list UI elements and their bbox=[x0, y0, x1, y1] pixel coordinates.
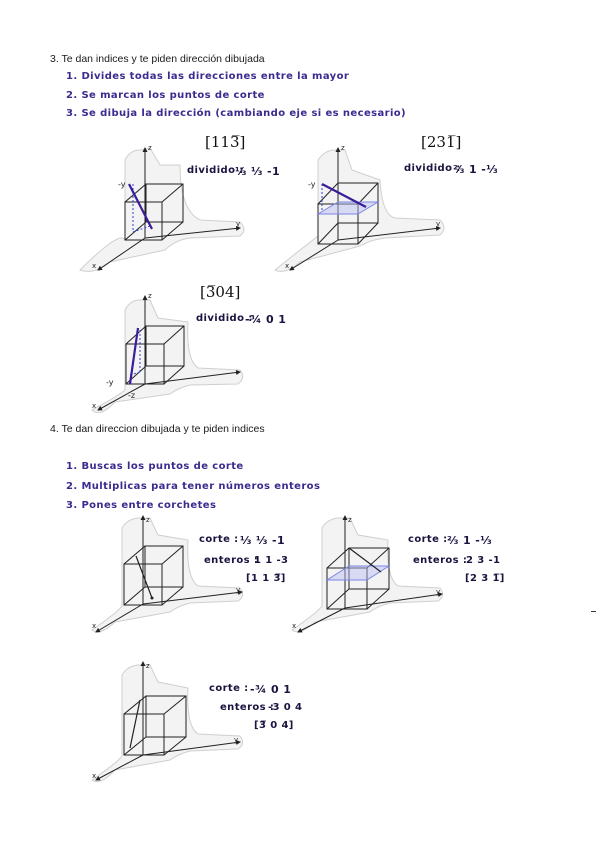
svg-text:x: x bbox=[92, 262, 97, 270]
fig3-divided-label: dividido : bbox=[196, 313, 253, 324]
fig5-result: [2 3 1̅] bbox=[465, 573, 505, 584]
section-3-title: 3. Te dan indices y te piden dirección dibujada bbox=[50, 53, 265, 65]
section-4-title: 4. Te dan direccion dibujada y te piden indices bbox=[50, 423, 265, 435]
svg-text:y: y bbox=[234, 736, 239, 744]
fig5-enteros-values: 2 3 -1 bbox=[466, 555, 501, 566]
fig4-corte-values: ⅓ ⅓ -1 bbox=[240, 534, 286, 547]
s3-step-3: 3. Se dibuja la dirección (cambiando eje si es necesario) bbox=[66, 108, 407, 119]
fig6-enteros-values: -3 0 4 bbox=[268, 702, 303, 713]
svg-text:-z: -z bbox=[128, 391, 136, 400]
fig3-index: [3̅04] bbox=[200, 283, 241, 301]
fig3-divided-values: -¾ 0 1 bbox=[245, 313, 287, 326]
s3-step-2: 2. Se marcan los puntos de corte bbox=[66, 90, 265, 101]
fig1-divided-values: ⅓ ⅓ -1 bbox=[235, 165, 281, 178]
svg-text:z: z bbox=[146, 662, 150, 670]
svg-text:z: z bbox=[148, 292, 152, 300]
s4-step-1: 1. Buscas los puntos de corte bbox=[66, 461, 244, 472]
s4-step-3: 3. Pones entre corchetes bbox=[66, 500, 217, 511]
fig4-enteros-values: 1 1 -3 bbox=[254, 555, 289, 566]
fig6-cube bbox=[92, 662, 243, 782]
svg-text:-y: -y bbox=[308, 180, 316, 189]
fig1-index: [113̅] bbox=[205, 133, 246, 151]
svg-text:-y: -y bbox=[106, 378, 114, 387]
svg-text:x: x bbox=[285, 262, 290, 270]
svg-text:x: x bbox=[292, 622, 297, 630]
fig6-enteros-label: enteros : bbox=[220, 702, 275, 713]
fig3-cube bbox=[92, 292, 243, 413]
svg-text:z: z bbox=[146, 516, 150, 524]
svg-text:z: z bbox=[148, 144, 152, 152]
fig1-cube bbox=[80, 144, 244, 271]
fig5-corte-label: corte : bbox=[408, 534, 448, 545]
svg-text:-y: -y bbox=[118, 180, 126, 189]
fig4-cube bbox=[92, 516, 243, 632]
svg-text:y: y bbox=[236, 220, 241, 228]
svg-text:y: y bbox=[436, 588, 441, 596]
svg-text:x: x bbox=[92, 402, 97, 410]
fig2-index: [231̅] bbox=[421, 133, 462, 151]
fig5-cube bbox=[292, 516, 443, 632]
fig4-corte-label: corte : bbox=[199, 534, 239, 545]
svg-text:y: y bbox=[436, 220, 441, 228]
fig5-enteros-label: enteros : bbox=[413, 555, 468, 566]
fig2-divided-values: ⅔ 1 -⅓ bbox=[453, 163, 499, 176]
fig6-corte-values: -¾ 0 1 bbox=[250, 683, 292, 696]
svg-text:z: z bbox=[348, 516, 352, 524]
fig1-divided-label: dividido : bbox=[187, 165, 244, 176]
fig6-result: [3̅ 0 4] bbox=[254, 720, 294, 731]
fig2-cube bbox=[275, 144, 444, 271]
fig4-enteros-label: enteros : bbox=[204, 555, 259, 566]
fig2-divided-label: dividido : bbox=[404, 163, 461, 174]
svg-text:x: x bbox=[92, 622, 97, 630]
fig5-corte-values: ⅔ 1 -⅓ bbox=[447, 534, 493, 547]
fig4-result: [1 1 3̅] bbox=[246, 573, 286, 584]
fig6-corte-label: corte : bbox=[209, 683, 249, 694]
s4-step-2: 2. Multiplicas para tener números enteros bbox=[66, 481, 321, 492]
svg-text:y: y bbox=[236, 586, 241, 594]
s3-step-1: 1. Divides todas las direcciones entre la mayor bbox=[66, 71, 350, 82]
svg-text:z: z bbox=[341, 144, 345, 152]
svg-text:x: x bbox=[92, 772, 97, 780]
